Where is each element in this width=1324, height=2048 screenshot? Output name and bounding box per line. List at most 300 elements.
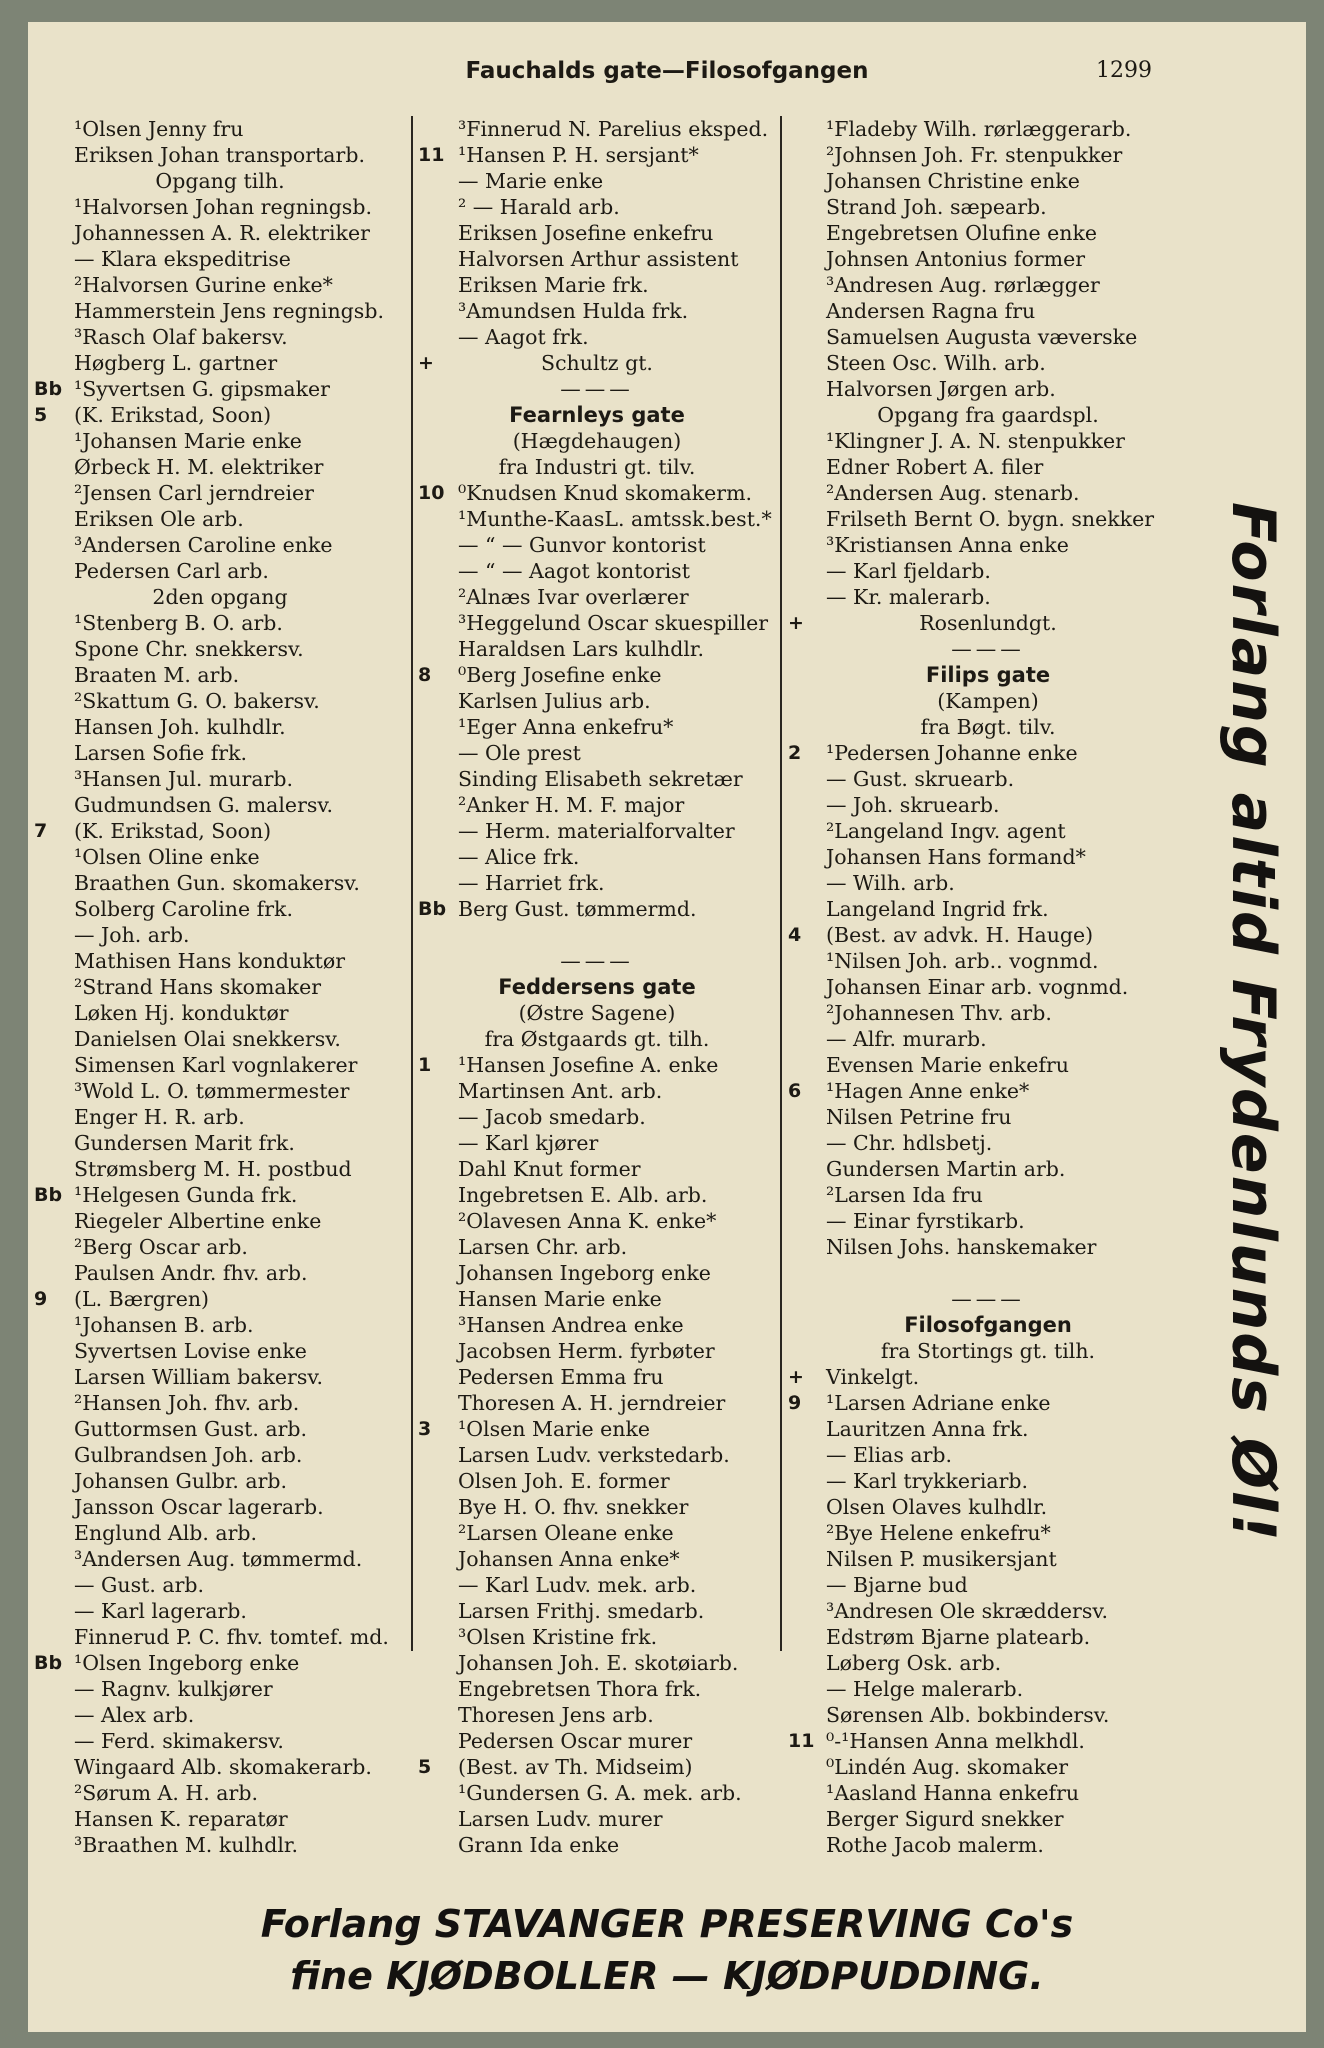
entry-text: — Karl lagerarb. bbox=[74, 1599, 247, 1623]
entry-text: ¹Hansen Josefine A. enke bbox=[458, 1053, 719, 1077]
column-2 bbox=[418, 116, 776, 1858]
directory-entry bbox=[788, 1000, 1188, 1026]
entry-text: Eriksen Ole arb. bbox=[74, 507, 244, 531]
entry-text: Pedersen Emma fru bbox=[458, 1365, 664, 1389]
directory-entry bbox=[34, 1832, 406, 1858]
directory-entry bbox=[418, 1286, 776, 1312]
directory-entry bbox=[788, 974, 1188, 1000]
directory-entry bbox=[788, 1130, 1188, 1156]
directory-entry bbox=[34, 1286, 406, 1312]
entry-text: — Jacob smedarb. bbox=[458, 1105, 646, 1129]
directory-entry bbox=[418, 506, 776, 532]
directory-entry bbox=[418, 1676, 776, 1702]
entry-text: ²Halvorsen Gurine enke* bbox=[74, 273, 333, 297]
directory-entry bbox=[788, 1598, 1188, 1624]
street-heading bbox=[418, 402, 776, 428]
directory-entry bbox=[34, 974, 406, 1000]
house-number: 9 bbox=[788, 1392, 802, 1414]
directory-entry bbox=[418, 1026, 776, 1052]
page-title: Fauchalds gate—Filosofgangen bbox=[465, 58, 869, 84]
directory-entry bbox=[418, 688, 776, 714]
directory-entry bbox=[418, 662, 776, 688]
house-number: 5 bbox=[34, 404, 48, 426]
directory-entry bbox=[34, 168, 406, 194]
section-separator bbox=[418, 948, 776, 974]
entry-text: — Gust. skruearb. bbox=[826, 767, 1015, 791]
entry-text: Karlsen Julius arb. bbox=[458, 689, 651, 713]
entry-text: ¹Olsen Marie enke bbox=[458, 1417, 651, 1441]
entry-text: Hansen K. reparatør bbox=[74, 1807, 288, 1831]
entry-text: Braathen Gun. skomakersv. bbox=[74, 871, 360, 895]
entry-text: Solberg Caroline frk. bbox=[74, 897, 293, 921]
directory-entry bbox=[418, 818, 776, 844]
entry-text: Hansen Joh. kulhdlr. bbox=[74, 715, 286, 739]
directory-entry bbox=[34, 792, 406, 818]
entry-text: ¹Helgesen Gunda frk. bbox=[74, 1183, 298, 1207]
directory-entry bbox=[788, 168, 1188, 194]
entry-text: fra Østgaards gt. tilh. bbox=[484, 1027, 710, 1051]
entry-text: Nilsen Johs. hanskemaker bbox=[826, 1235, 1097, 1259]
directory-entry bbox=[34, 1338, 406, 1364]
directory-entry bbox=[788, 1780, 1188, 1806]
entry-text: ²Berg Oscar arb. bbox=[74, 1235, 248, 1259]
entry-text: Enger H. R. arb. bbox=[74, 1105, 245, 1129]
entry-text: Larsen Ludv. verkstedarb. bbox=[458, 1443, 730, 1467]
column-3 bbox=[788, 116, 1188, 1858]
entry-text: ³Hansen Jul. murarb. bbox=[74, 767, 294, 791]
directory-entry bbox=[34, 584, 406, 610]
directory-entry bbox=[418, 1312, 776, 1338]
directory-entry bbox=[34, 116, 406, 142]
entry-text: Frilseth Bernt O. bygn. snekker bbox=[826, 507, 1155, 531]
directory-entry bbox=[418, 714, 776, 740]
entry-text: ²Sørum A. H. arb. bbox=[74, 1781, 258, 1805]
entry-text: Schultz gt. bbox=[541, 351, 653, 375]
directory-entry bbox=[788, 1832, 1188, 1858]
directory-entry bbox=[34, 1130, 406, 1156]
entry-text: Grann Ida enke bbox=[458, 1833, 620, 1857]
directory-entry bbox=[788, 1754, 1188, 1780]
directory-entry bbox=[418, 1104, 776, 1130]
directory-entry bbox=[418, 1182, 776, 1208]
house-number: 8 bbox=[418, 664, 432, 686]
directory-entry bbox=[788, 1338, 1188, 1364]
directory-entry bbox=[788, 1052, 1188, 1078]
directory-entry bbox=[34, 506, 406, 532]
directory-entry bbox=[34, 558, 406, 584]
directory-entry bbox=[34, 1156, 406, 1182]
entry-text: ³Olsen Kristine frk. bbox=[458, 1625, 658, 1649]
directory-entry bbox=[418, 1078, 776, 1104]
directory-entry bbox=[418, 1806, 776, 1832]
directory-entry bbox=[788, 558, 1188, 584]
directory-entry bbox=[788, 272, 1188, 298]
directory-entry bbox=[34, 1780, 406, 1806]
entry-text: ¹Olsen Jenny fru bbox=[74, 117, 244, 141]
directory-entry bbox=[418, 116, 776, 142]
directory-entry bbox=[418, 1052, 776, 1078]
entry-text: — Alice frk. bbox=[458, 845, 580, 869]
directory-entry bbox=[418, 1260, 776, 1286]
entry-text: — Harriet frk. bbox=[458, 871, 605, 895]
directory-entry bbox=[34, 532, 406, 558]
directory-entry bbox=[34, 1364, 406, 1390]
side-advertisement: Forlang altid Frydenlunds Øl! bbox=[1218, 501, 1288, 1543]
entry-text: Englund Alb. arb. bbox=[74, 1521, 258, 1545]
directory-entry bbox=[788, 896, 1188, 922]
entry-text: Jacobsen Herm. fyrbøter bbox=[458, 1339, 715, 1363]
directory-entry bbox=[34, 454, 406, 480]
directory-entry bbox=[34, 1806, 406, 1832]
directory-entry bbox=[418, 1442, 776, 1468]
directory-entry bbox=[788, 1182, 1188, 1208]
directory-entry bbox=[418, 740, 776, 766]
entry-text: — Chr. hdlsbetj. bbox=[826, 1131, 993, 1155]
directory-entry bbox=[34, 1754, 406, 1780]
entry-text: ⁰-¹Hansen Anna melkhdl. bbox=[826, 1729, 1085, 1753]
directory-entry bbox=[418, 1468, 776, 1494]
directory-entry bbox=[418, 168, 776, 194]
directory-entry bbox=[34, 870, 406, 896]
entry-text: Løberg Osk. arb. bbox=[826, 1651, 1002, 1675]
house-number: 5 bbox=[418, 1756, 432, 1778]
street-heading bbox=[788, 1312, 1188, 1338]
directory-entry bbox=[788, 1728, 1188, 1754]
entry-text: Johansen Christine enke bbox=[826, 169, 1080, 193]
directory-entry bbox=[418, 350, 776, 376]
entry-text: Paulsen Andr. fhv. arb. bbox=[74, 1261, 308, 1285]
entry-text: Johansen Hans formand* bbox=[826, 845, 1086, 869]
entry-text: ¹Hagen Anne enke* bbox=[826, 1079, 1030, 1103]
entry-text: Thoresen A. H. jerndreier bbox=[458, 1391, 726, 1415]
directory-entry bbox=[34, 1234, 406, 1260]
directory-entry bbox=[788, 844, 1188, 870]
entry-text: fra Stortings gt. tilh. bbox=[880, 1339, 1096, 1363]
entry-text: ²Johannesen Thv. arb. bbox=[826, 1001, 1052, 1025]
entry-text: ¹Klingner J. A. N. stenpukker bbox=[826, 429, 1125, 453]
directory-entry bbox=[418, 532, 776, 558]
entry-text: Riegeler Albertine enke bbox=[74, 1209, 322, 1233]
entry-text: ²Alnæs Ivar overlærer bbox=[458, 585, 689, 609]
entry-text: — “ — Gunvor kontorist bbox=[458, 533, 706, 557]
entry-text: ——— bbox=[951, 637, 1025, 661]
directory-entry bbox=[418, 584, 776, 610]
entry-text: Nilsen P. musikersjant bbox=[826, 1547, 1057, 1571]
entry-text: Wingaard Alb. skomakerarb. bbox=[74, 1755, 372, 1779]
directory-entry bbox=[418, 792, 776, 818]
entry-text: ³Finnerud N. Parelius eksped. bbox=[458, 117, 769, 141]
directory-entry bbox=[34, 1416, 406, 1442]
entry-text: Finnerud P. C. fhv. tomtef. md. bbox=[74, 1625, 389, 1649]
entry-text: Braaten M. arb. bbox=[74, 663, 240, 687]
directory-entry bbox=[788, 1390, 1188, 1416]
directory-entry bbox=[418, 1754, 776, 1780]
street-heading bbox=[788, 662, 1188, 688]
entry-text: Strand Joh. sæpearb. bbox=[826, 195, 1047, 219]
directory-entry bbox=[788, 1078, 1188, 1104]
directory-entry bbox=[418, 766, 776, 792]
directory-entry bbox=[788, 688, 1188, 714]
entry-text: Engebretsen Thora frk. bbox=[458, 1677, 702, 1701]
house-number: + bbox=[418, 352, 434, 374]
entry-text: Gudmundsen G. malersv. bbox=[74, 793, 334, 817]
directory-entry bbox=[34, 896, 406, 922]
directory-entry bbox=[418, 844, 776, 870]
directory-entry bbox=[418, 142, 776, 168]
directory-entry bbox=[34, 324, 406, 350]
entry-text: Sørensen Alb. bokbindersv. bbox=[826, 1703, 1110, 1727]
entry-text: ²Jensen Carl jerndreier bbox=[74, 481, 314, 505]
directory-entry bbox=[418, 1208, 776, 1234]
entry-text: — Herm. materialforvalter bbox=[458, 819, 735, 843]
directory-entry bbox=[34, 766, 406, 792]
directory-entry bbox=[34, 1702, 406, 1728]
directory-entry bbox=[418, 870, 776, 896]
entry-text: Halvorsen Jørgen arb. bbox=[826, 377, 1056, 401]
directory-entry bbox=[418, 1494, 776, 1520]
entry-text: Ørbeck H. M. elektriker bbox=[74, 455, 324, 479]
entry-text: ²Strand Hans skomaker bbox=[74, 975, 322, 999]
directory-entry bbox=[788, 1208, 1188, 1234]
entry-text: Steen Osc. Wilh. arb. bbox=[826, 351, 1046, 375]
section-separator bbox=[418, 376, 776, 402]
entry-text: ²Larsen Ida fru bbox=[826, 1183, 983, 1207]
directory-entry bbox=[418, 1832, 776, 1858]
entry-text: — Karl kjører bbox=[458, 1131, 599, 1155]
directory-entry bbox=[788, 1546, 1188, 1572]
entry-text: Larsen Ludv. murer bbox=[458, 1807, 663, 1831]
directory-entry bbox=[34, 922, 406, 948]
entry-text: — Ole prest bbox=[458, 741, 581, 765]
entry-text: Danielsen Olai snekkersv. bbox=[74, 1027, 341, 1051]
directory-entry bbox=[418, 1364, 776, 1390]
directory-entry bbox=[418, 324, 776, 350]
entry-text: Engebretsen Olufine enke bbox=[826, 221, 1098, 245]
column-1 bbox=[34, 116, 406, 1858]
house-number: 11 bbox=[788, 1730, 815, 1752]
entry-text: Langeland Ingrid frk. bbox=[826, 897, 1049, 921]
entry-text: (K. Erikstad, Soon) bbox=[74, 819, 272, 843]
directory-entry bbox=[418, 1520, 776, 1546]
entry-text: — Aagot frk. bbox=[458, 325, 589, 349]
directory-entry bbox=[34, 298, 406, 324]
entry-text: Rothe Jacob malerm. bbox=[826, 1833, 1044, 1857]
entry-text: ——— bbox=[951, 1287, 1025, 1311]
directory-entry bbox=[788, 948, 1188, 974]
directory-entry bbox=[34, 1468, 406, 1494]
directory-entry bbox=[34, 1182, 406, 1208]
entry-text: ³Kristiansen Anna enke bbox=[826, 533, 1069, 557]
directory-entry bbox=[418, 1130, 776, 1156]
directory-entry bbox=[34, 480, 406, 506]
directory-entry bbox=[418, 1416, 776, 1442]
entry-text: — Wilh. arb. bbox=[826, 871, 955, 895]
entry-text: ³Hansen Andrea enke bbox=[458, 1313, 684, 1337]
entry-text: Strømsberg M. H. postbud bbox=[74, 1157, 352, 1181]
directory-entry bbox=[788, 480, 1188, 506]
directory-entry bbox=[418, 1546, 776, 1572]
directory-entry bbox=[34, 194, 406, 220]
entry-text: ¹Larsen Adriane enke bbox=[826, 1391, 1051, 1415]
directory-entry bbox=[418, 1572, 776, 1598]
directory-entry bbox=[34, 1000, 406, 1026]
directory-entry bbox=[788, 298, 1188, 324]
house-number: Bb bbox=[34, 378, 63, 400]
entry-text: Larsen William bakersv. bbox=[74, 1365, 324, 1389]
directory-entry bbox=[418, 480, 776, 506]
entry-text: (K. Erikstad, Soon) bbox=[74, 403, 272, 427]
entry-text: Syvertsen Lovise enke bbox=[74, 1339, 307, 1363]
entry-text: Olsen Joh. E. former bbox=[458, 1469, 670, 1493]
entry-text: ²Hansen Joh. fhv. arb. bbox=[74, 1391, 300, 1415]
entry-text: Gulbrandsen Joh. arb. bbox=[74, 1443, 303, 1467]
directory-entry bbox=[788, 116, 1188, 142]
entry-text: fra Industri gt. tilv. bbox=[498, 455, 696, 479]
directory-entry bbox=[34, 1494, 406, 1520]
entry-text: ¹Eger Anna enkefru* bbox=[458, 715, 674, 739]
entry-text: — Joh. skruearb. bbox=[826, 793, 1000, 817]
directory-entry bbox=[788, 1468, 1188, 1494]
directory-entry bbox=[788, 428, 1188, 454]
directory-entry bbox=[788, 1026, 1188, 1052]
directory-entry bbox=[418, 194, 776, 220]
directory-entry bbox=[788, 922, 1188, 948]
directory-entry bbox=[418, 1156, 776, 1182]
directory-entry bbox=[34, 402, 406, 428]
entry-text: ¹Pedersen Johanne enke bbox=[826, 741, 1078, 765]
entry-text: Eriksen Josefine enkefru bbox=[458, 221, 714, 245]
entry-text: Filips gate bbox=[925, 663, 1051, 687]
house-number: Bb bbox=[418, 898, 447, 920]
entry-text: — Einar fyrstikarb. bbox=[826, 1209, 1025, 1233]
entry-text: Simensen Karl vognlakerer bbox=[74, 1053, 358, 1077]
entry-text: Eriksen Marie frk. bbox=[458, 273, 649, 297]
entry-text: — Karl trykkeriarb. bbox=[826, 1469, 1029, 1493]
directory-entry bbox=[788, 324, 1188, 350]
directory-entry bbox=[788, 376, 1188, 402]
entry-text: 2den opgang bbox=[152, 585, 288, 609]
directory-entry bbox=[788, 142, 1188, 168]
directory-entry bbox=[788, 610, 1188, 636]
entry-text: Thoresen Jens arb. bbox=[458, 1703, 654, 1727]
directory-entry bbox=[788, 1650, 1188, 1676]
entry-text: Edstrøm Bjarne platearb. bbox=[826, 1625, 1091, 1649]
directory-entry bbox=[34, 636, 406, 662]
directory-entry bbox=[418, 636, 776, 662]
entry-text: ³Andersen Caroline enke bbox=[74, 533, 333, 557]
directory-entry bbox=[788, 792, 1188, 818]
directory-page bbox=[28, 22, 1306, 2032]
directory-entry bbox=[34, 428, 406, 454]
entry-text: Ingebretsen E. Alb. arb. bbox=[458, 1183, 708, 1207]
entry-text: ³Heggelund Oscar skuespiller bbox=[458, 611, 769, 635]
entry-text: — Helge malerarb. bbox=[826, 1677, 1024, 1701]
entry-text: ³Braathen M. kulhdlr. bbox=[74, 1833, 298, 1857]
entry-text: — Alex arb. bbox=[74, 1703, 195, 1727]
directory-entry bbox=[788, 532, 1188, 558]
entry-text: — Klara ekspeditrise bbox=[74, 247, 291, 271]
entry-text: ¹Stenberg B. O. arb. bbox=[74, 611, 283, 635]
directory-entry bbox=[34, 220, 406, 246]
directory-entry bbox=[788, 1572, 1188, 1598]
directory-entry bbox=[418, 1000, 776, 1026]
directory-entry bbox=[788, 1494, 1188, 1520]
column-divider bbox=[411, 116, 413, 1651]
directory-entry bbox=[34, 1546, 406, 1572]
directory-entry bbox=[788, 402, 1188, 428]
entry-text: Guttormsen Gust. arb. bbox=[74, 1417, 308, 1441]
directory-entry bbox=[34, 1208, 406, 1234]
directory-entry bbox=[418, 1624, 776, 1650]
directory-entry bbox=[418, 454, 776, 480]
entry-text: Evensen Marie enkefru bbox=[826, 1053, 1069, 1077]
entry-text: Dahl Knut former bbox=[458, 1157, 641, 1181]
directory-entry bbox=[788, 506, 1188, 532]
directory-entry bbox=[788, 246, 1188, 272]
entry-text: ¹Olsen Ingeborg enke bbox=[74, 1651, 300, 1675]
section-separator bbox=[788, 1286, 1188, 1312]
directory-entry bbox=[34, 1624, 406, 1650]
entry-text: ³Andresen Ole skræddersv. bbox=[826, 1599, 1109, 1623]
directory-entry bbox=[788, 870, 1188, 896]
entry-text: Fearnleys gate bbox=[509, 403, 685, 427]
directory-entry bbox=[418, 1390, 776, 1416]
directory-entry bbox=[34, 818, 406, 844]
house-number: Bb bbox=[34, 1184, 63, 1206]
directory-entry bbox=[788, 1416, 1188, 1442]
entry-text: ²Bye Helene enkefru* bbox=[826, 1521, 1051, 1545]
entry-text: — Alfr. murarb. bbox=[826, 1027, 987, 1051]
directory-entry bbox=[418, 1338, 776, 1364]
entry-text: ¹Syvertsen G. gipsmaker bbox=[74, 377, 330, 401]
entry-text: ¹Gundersen G. A. mek. arb. bbox=[458, 1781, 742, 1805]
entry-text: ² — Harald arb. bbox=[458, 195, 620, 219]
directory-entry bbox=[418, 1598, 776, 1624]
directory-entry bbox=[418, 220, 776, 246]
house-number: 10 bbox=[418, 482, 445, 504]
entry-text: (Hægdehaugen) bbox=[512, 429, 682, 453]
entry-text: — Gust. arb. bbox=[74, 1573, 205, 1597]
bottom-advertisement-line-1: Forlang STAVANGER PRESERVING Co's bbox=[260, 1902, 1074, 1946]
house-number: Bb bbox=[34, 1652, 63, 1674]
entry-text: Lauritzen Anna frk. bbox=[826, 1417, 1029, 1441]
entry-text: ²Anker H. M. F. major bbox=[458, 793, 685, 817]
directory-entry bbox=[34, 610, 406, 636]
directory-entry bbox=[34, 1260, 406, 1286]
directory-entry bbox=[788, 1702, 1188, 1728]
entry-text: Andersen Ragna fru bbox=[826, 299, 1036, 323]
house-number: + bbox=[788, 1366, 804, 1388]
directory-entry bbox=[788, 454, 1188, 480]
entry-text: ¹Hansen P. H. sersjant* bbox=[458, 143, 699, 167]
entry-text: Opgang fra gaardspl. bbox=[877, 403, 1099, 427]
entry-text: — Karl Ludv. mek. arb. bbox=[458, 1573, 697, 1597]
entry-text: Løken Hj. konduktør bbox=[74, 1001, 289, 1025]
entry-text: Eriksen Johan transportarb. bbox=[74, 143, 365, 167]
directory-entry bbox=[788, 1442, 1188, 1468]
entry-text: Larsen Frithj. smedarb. bbox=[458, 1599, 705, 1623]
directory-entry bbox=[34, 1572, 406, 1598]
entry-text: Sinding Elisabeth sekretær bbox=[458, 767, 743, 791]
entry-text: ³Rasch Olaf bakersv. bbox=[74, 325, 288, 349]
entry-text: Hansen Marie enke bbox=[458, 1287, 662, 1311]
house-number: 3 bbox=[418, 1418, 432, 1440]
entry-text: ¹Johansen Marie enke bbox=[74, 429, 302, 453]
directory-entry bbox=[788, 220, 1188, 246]
entry-text: — Ragnv. kulkjører bbox=[74, 1677, 273, 1701]
entry-text: ³Andresen Aug. rørlægger bbox=[826, 273, 1100, 297]
directory-entry bbox=[34, 714, 406, 740]
